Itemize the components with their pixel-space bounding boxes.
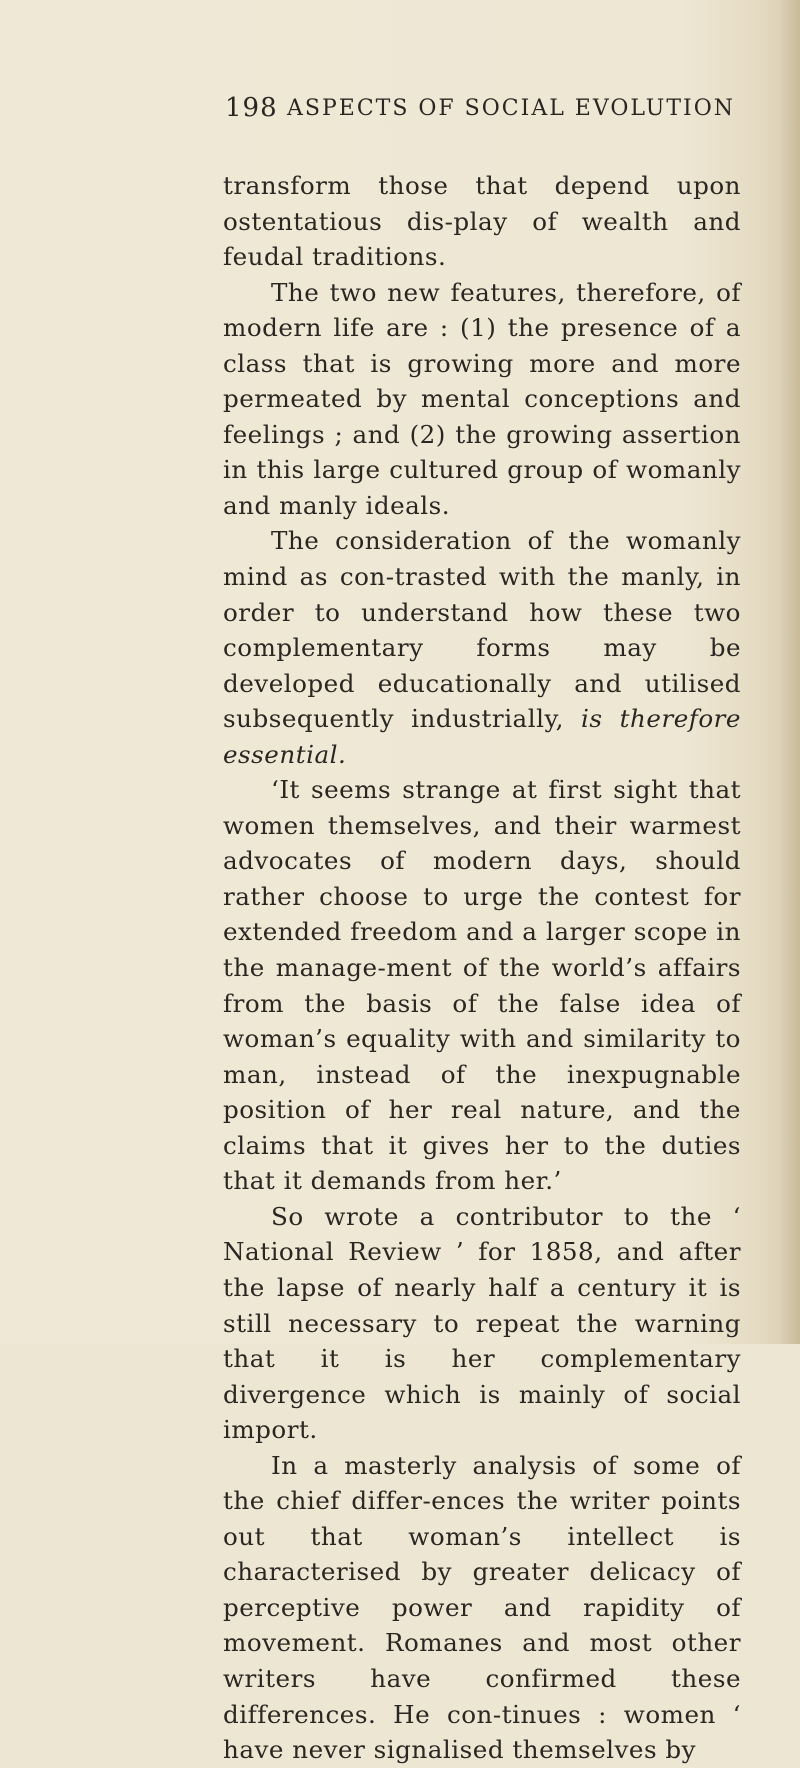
paragraph-3-text: The consideration of the womanly mind as con-trasted with the manly, in order to understand how these two complementary forms may be developed educationally and utilised subsequently industrially, — [223, 526, 741, 734]
paragraph-1: transform those that depend upon ostentatious dis-play of wealth and feudal traditions. — [223, 171, 741, 272]
running-title: ASPECTS OF SOCIAL EVOLUTION — [287, 96, 736, 121]
body-text — [223, 168, 741, 1768]
paragraph-2: The two new features, therefore, of modern life are : (1) the presence of a class that is growing more and more permeated by mental conceptions and feelings ; and (2) the growing assertion in this large cultured group of womanly and manly ideals. — [223, 277, 741, 520]
paragraph-4-quotation: ‘It seems strange at first sight that women themselves, and their warmest advocates of modern days, should rather choose to urge the contest for extended freedom and a larger scope in the manage-ment of the world’s affairs from the basis of the false idea of woman’s equality with and similarity to man, instead of the inexpugnable position of her real nature, and the claims that it gives her to the duties that it demands from her.’ — [223, 775, 741, 1196]
page-edge-shadow — [778, 0, 800, 1344]
page-number: 198 — [225, 93, 278, 123]
paragraph-5: So wrote a contributor to the ‘ National Review ’ for 1858, and after the lapse of nearly half a century it is still necessary to repeat the warning that it is her complementary divergence which is mainly of social import. — [223, 1201, 741, 1445]
paragraph-6: In a masterly analysis of some of the chief differ-ences the writer points out that woman’s intellect is characterised by greater delicacy of perceptive power and rapidity of movement. Romanes and most other writers have confirmed these differences. He con-tinues : women ‘ have never signalised themselves by — [223, 1450, 741, 1765]
paragraph-3 — [223, 523, 741, 772]
paragraph-3-emphasis: is therefore essential. — [223, 704, 741, 769]
